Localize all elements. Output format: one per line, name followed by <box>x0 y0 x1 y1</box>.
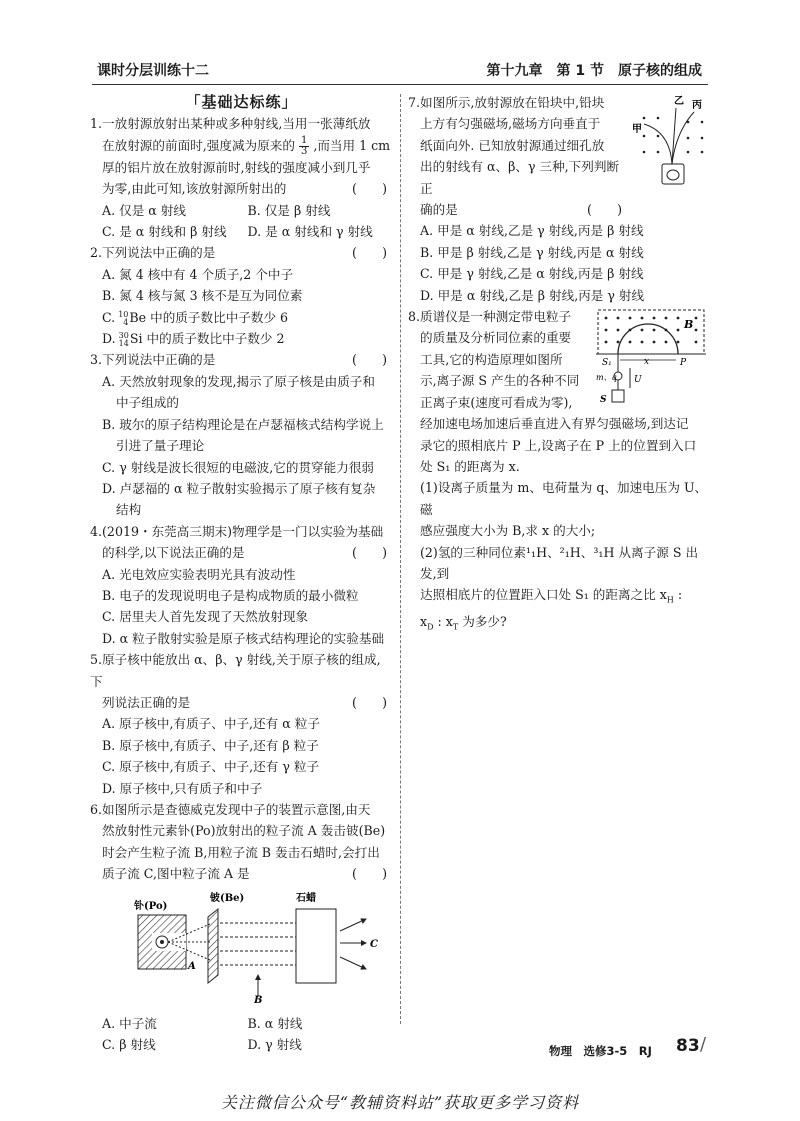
q8-text: x <box>420 614 428 630</box>
option-d <box>90 328 393 349</box>
field-region <box>598 310 704 354</box>
label-bing: 丙 <box>692 100 702 111</box>
q8-line: 经加速电场加速后垂直进入有界匀强磁场,到达记 <box>420 416 689 432</box>
q7-line: 出的射线有 α、β、γ 三种,下列判断正 <box>420 159 620 196</box>
po-label: 钋(Po) <box>134 900 168 912</box>
option-b-cont: 引进了量子理论 <box>116 438 205 454</box>
q1-line: 1.一放射源放射出某种或多种射线,当用一张薄纸放 <box>90 116 371 132</box>
answer-paren: ( ) <box>351 245 387 261</box>
option-label: C. <box>102 309 116 325</box>
mass-number: 10 <box>118 309 129 319</box>
option-c: C. 原子核中,有质子、中子,还有 γ 粒子 <box>102 759 320 775</box>
option-d: D. γ 射线 <box>247 1037 302 1053</box>
q1-line <box>90 178 393 199</box>
be-label: 铍(Be) <box>210 892 245 904</box>
q6-options-row <box>90 1034 393 1055</box>
option-c: C. 居里夫人首先发现了天然放射现象 <box>102 609 309 625</box>
answer-paren: ( ) <box>586 202 622 218</box>
q2-stem <box>90 242 393 263</box>
subscript: T <box>452 622 459 632</box>
atomic-number: 14 <box>118 339 129 349</box>
subscript: H <box>666 595 674 605</box>
paraffin-block <box>296 909 336 983</box>
label-u: U <box>634 375 642 386</box>
q7-line: 上方有匀强磁场,磁场方向垂直于 <box>420 116 601 132</box>
left-column <box>90 92 393 1056</box>
option-a: A. 光电效应实验表明光具有波动性 <box>102 566 296 582</box>
option-c: C. β 射线 <box>102 1037 156 1053</box>
option-a: A. 中子流 <box>102 1016 157 1032</box>
q8-text: : <box>673 587 683 603</box>
q2-text: 2.下列说法中正确的是 <box>90 245 216 261</box>
label-jia: 甲 <box>632 124 642 135</box>
label-yi: 乙 <box>674 96 684 107</box>
footer-subject: 物理 选修3-5 RJ <box>549 1044 652 1058</box>
mass-number: 30 <box>118 331 129 341</box>
question-6 <box>90 799 393 1056</box>
q8-part2 <box>408 542 708 585</box>
trace-yi <box>672 108 676 164</box>
option-a: A. 氮 4 核中有 4 个质子,2 个中子 <box>102 266 294 282</box>
footer-note: 关注微信公众号“教辅资料站”获取更多学习资料 <box>220 1093 580 1112</box>
answer-paren: ( ) <box>351 694 387 710</box>
label-s1: S₁ <box>602 358 612 369</box>
q7-line: 纸面向外. 已知放射源通过细孔放 <box>420 137 605 153</box>
option-c: C. 甲是 γ 射线,乙是 α 射线,丙是 β 射线 <box>420 266 644 282</box>
magnetic-deflection-diagram <box>630 92 708 196</box>
page-number: 83 <box>676 1036 700 1056</box>
option-b: B. 氮 4 核与氮 3 核不是互为同位素 <box>102 288 303 304</box>
q8-line: 的质量及分析同位素的重要 <box>420 330 572 346</box>
subscript: D <box>427 622 434 632</box>
option-c <box>90 307 393 328</box>
option-d: D. 原子核中,只有质子和中子 <box>102 780 263 796</box>
answer-paren: ( ) <box>351 545 387 561</box>
label-p: P <box>680 358 687 369</box>
q3-stem <box>90 349 393 370</box>
q8-text: 为多少? <box>458 614 507 630</box>
label-mq: m、q <box>596 373 617 383</box>
label-a: A <box>188 960 196 972</box>
option-d: D. α 粒子散射实验是原子核式结构理论的实验基础 <box>102 630 385 646</box>
q8-part1: (1)设离子质量为 m、电荷量为 q、加速电压为 U、磁 <box>420 480 708 517</box>
option-b: B. 甲是 β 射线,乙是 γ 射线,丙是 α 射线 <box>420 244 644 260</box>
option-label: D. <box>102 331 116 347</box>
q7-line: 7.如图所示,放射源放在铅块中,铅块 <box>408 95 605 110</box>
label-x: x <box>644 357 650 368</box>
q6-line: 时会产生粒子流 B,用粒子流 B 轰击石蜡时,会打出 <box>102 844 380 860</box>
frac-num: 1 <box>300 134 308 146</box>
q1-text: 在放射源的前面时,强度减为原来的 <box>102 137 295 153</box>
q6-text: 质子流 C,图中粒子流 A 是 <box>102 866 250 882</box>
option-text: Si 中的质子数比中子数少 2 <box>129 331 285 347</box>
q8-text: 达照相底片的位置距入口处 S₁ 的距离之比 x <box>420 587 667 603</box>
option-b: B. 原子核中,有质子、中子,还有 β 粒子 <box>102 737 319 753</box>
q8-line: 示,离子源 S 产生的各种不同 <box>420 373 580 389</box>
q1-line: 厚的铝片放在放射源前时,射线的强度减小到几乎 <box>102 159 371 175</box>
option-b: B. 电子的发现说明电子是构成物质的最小微粒 <box>102 587 359 603</box>
q8-line: 工具,它的构造原理如图所 <box>420 351 563 367</box>
option-c: C. 是 α 射线和 β 射线 <box>102 224 227 240</box>
q8-line: 处 S₁ 的距离为 x. <box>420 458 520 474</box>
q8-part2 <box>408 584 708 611</box>
q8-line: 录它的照相底片 P 上,设离子在 P 上的位置到入口 <box>420 437 697 453</box>
right-column <box>408 92 708 638</box>
q4-line <box>90 542 393 563</box>
option-c: C. γ 射线是波长很短的电磁波,它的贯穿能力很弱 <box>102 459 375 475</box>
q8-part2 <box>408 611 708 638</box>
wax-label: 石蜡 <box>296 892 316 904</box>
q5-text: 列说法正确的是 <box>102 694 191 710</box>
q1-options-row <box>90 221 393 242</box>
label-b: B <box>684 318 694 332</box>
ion-source <box>612 390 624 402</box>
q7-line <box>408 199 708 220</box>
q6-line: 然放射性元素钋(Po)放射出的粒子流 A 轰击铍(Be) <box>102 823 386 839</box>
q5-line: 5.原子核中能放出 α、β、γ 射线,关于原子核的组成,下 <box>90 652 381 689</box>
frac-den: 3 <box>300 145 308 157</box>
q1-options-row <box>90 200 393 221</box>
section-title: 「基础达标练」 <box>185 93 298 111</box>
option-d-cont: 结构 <box>116 502 142 518</box>
header-rule <box>92 84 708 85</box>
q3-text: 3.下列说法中正确的是 <box>90 352 216 368</box>
ion-path <box>618 324 678 354</box>
option-a: A. 原子核中,有质子、中子,还有 α 粒子 <box>102 716 320 732</box>
atomic-number: 4 <box>123 317 129 327</box>
label-b: B <box>254 994 263 1003</box>
q8-line: 8.质谱仪是一种测定带电粒子 <box>408 309 572 325</box>
label-s: S <box>600 395 607 406</box>
option-b: B. α 射线 <box>247 1016 303 1032</box>
option-d: D. 是 α 射线和 γ 射线 <box>247 224 373 240</box>
q5-line <box>90 692 393 713</box>
header-left: 课时分层训练十二 <box>97 63 209 79</box>
answer-paren: ( ) <box>351 866 387 882</box>
option-b: B. 仅是 β 射线 <box>247 202 331 218</box>
answer-paren: ( ) <box>351 181 387 197</box>
q7-text: 确的是 <box>420 202 458 218</box>
question-3 <box>90 349 393 520</box>
q1-text: 为零,由此可知,该放射源所射出的 <box>102 181 287 197</box>
source-hole <box>667 170 679 180</box>
isotopes: ¹₁H、²₁H、³₁H <box>526 544 615 560</box>
proton-arrow <box>340 957 366 969</box>
label-c: C <box>370 938 378 950</box>
answer-paren: ( ) <box>351 352 387 368</box>
header-right: 第十九章 第 1 节 原子核的组成 <box>486 63 702 79</box>
question-8 <box>408 306 708 638</box>
q8-text: (2)氢的三种同位素 <box>420 544 526 560</box>
question-5 <box>90 649 393 799</box>
beryllium-plate <box>208 909 218 983</box>
q4-text: 的科学,以下说法正确的是 <box>102 545 245 561</box>
chadwick-apparatus-diagram <box>110 891 380 1003</box>
option-d: D. 卢瑟福的 α 粒子散射实验揭示了原子核有复杂 <box>102 480 376 496</box>
question-1 <box>90 113 393 242</box>
proton-arrow <box>340 919 366 931</box>
option-d: D. 甲是 α 射线,乙是 β 射线,丙是 γ 射线 <box>420 287 645 303</box>
q8-line: 正离子束(速度可看成为零), <box>420 394 573 410</box>
column-divider <box>400 94 401 1024</box>
trace-jia <box>644 124 672 164</box>
q1-text: ,而当用 1 cm <box>313 137 391 153</box>
q4-line: 4.(2019・东莞高三期末)物理学是一门以实验为基础 <box>90 523 384 539</box>
footer-slash: / <box>700 1034 707 1055</box>
question-2 <box>90 242 393 349</box>
option-b: B. 玻尔的原子结构理论是在卢瑟福核式结构学说上 <box>102 416 384 432</box>
source-dot <box>160 940 164 944</box>
question-7 <box>408 92 708 306</box>
q8-part1: 感应强度大小为 B,求 x 的大小; <box>420 523 596 539</box>
q6-options-row <box>90 1013 393 1034</box>
option-a-cont: 中子组成的 <box>116 395 179 411</box>
option-a: A. 天然放射现象的发现,揭示了原子核是由质子和 <box>102 373 375 389</box>
fraction <box>299 136 309 157</box>
question-4 <box>90 521 393 649</box>
q1-line <box>90 135 393 157</box>
option-text: Be 中的质子数比中子数少 6 <box>129 309 289 325</box>
option-a: A. 甲是 α 射线,乙是 γ 射线,丙是 β 射线 <box>420 223 644 239</box>
mass-spectrometer-diagram <box>596 308 708 406</box>
q6-line <box>90 863 393 884</box>
q6-line: 6.如图所示是查德威克发现中子的装置示意图,由天 <box>90 802 371 817</box>
q8-text: : x <box>433 614 453 630</box>
option-a: A. 仅是 α 射线 <box>102 202 186 218</box>
q8-text: 从离子源 S 出发,到 <box>420 544 699 581</box>
